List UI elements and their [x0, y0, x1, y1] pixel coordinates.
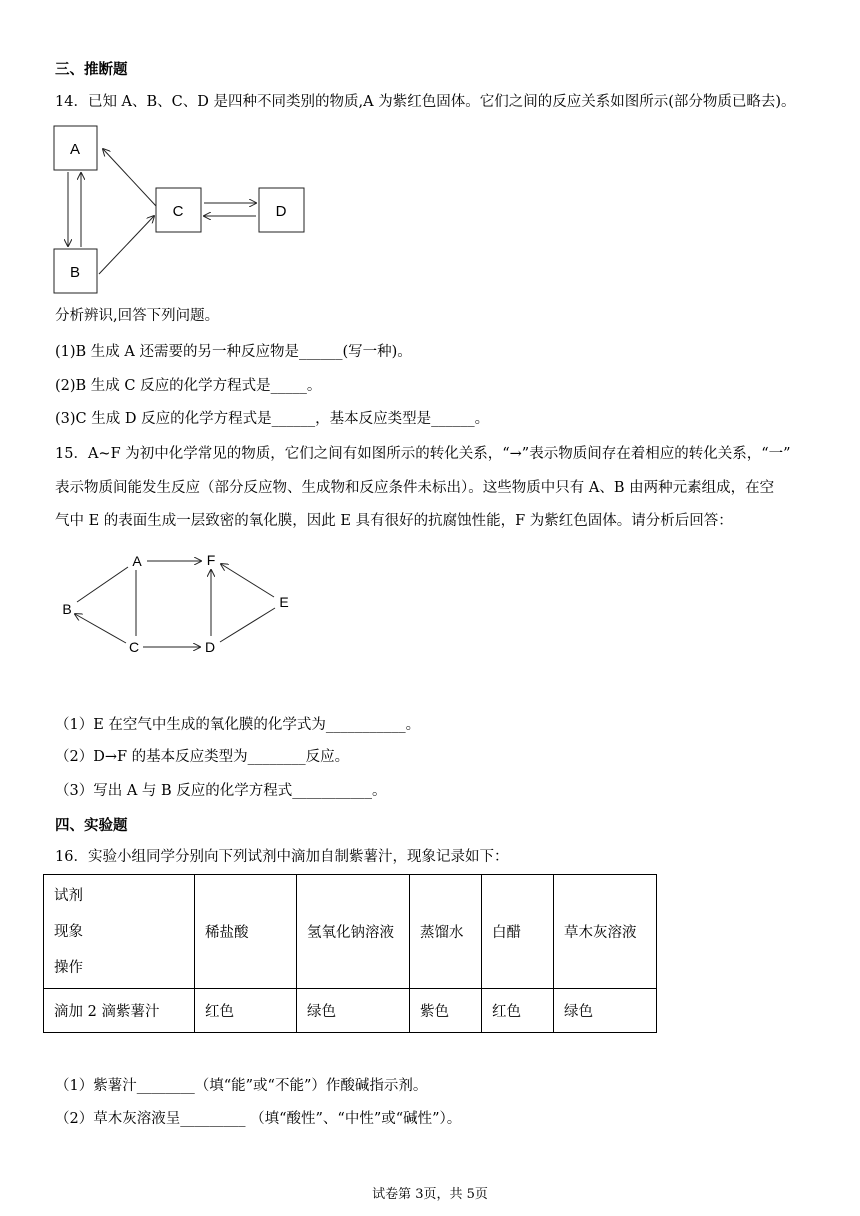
arrow-e-to-f	[221, 564, 274, 597]
row-label: 滴加 2 滴紫薯汁	[44, 989, 195, 1033]
q14-sub3: (3)C 生成 D 反应的化学方程式是______，基本反应类型是______。	[55, 411, 490, 427]
q16-results-table	[43, 874, 657, 1033]
reagent-header: 稀盐酸	[195, 875, 297, 989]
q16-sub2: （2）草木灰溶液呈_________ （填“酸性”、“中性”或“碱性”）。	[55, 1111, 462, 1127]
label-b: B	[69, 264, 81, 281]
label-e: E	[279, 594, 289, 610]
table-row	[44, 989, 657, 1033]
q15-sub2: （2）D→F 的基本反应类型为________反应。	[55, 749, 350, 765]
label-c: C	[172, 203, 184, 220]
q15-sub3: （3）写出 A 与 B 反应的化学方程式___________。	[55, 783, 387, 799]
q16-stem: 16．实验小组同学分别向下列试剂中滴加自制紫薯汁，现象记录如下：	[55, 849, 509, 865]
q15-stem-line2: 表示物质间能发生反应（部分反应物、生成物和反应条件未标出）。这些物质中只有 A、B 由两种元素组成，在空	[55, 480, 775, 496]
reagent-header: 草木灰溶液	[554, 875, 657, 989]
line-a-b	[77, 567, 128, 602]
line-e-d	[220, 608, 275, 642]
q14-reaction-diagram	[50, 122, 310, 297]
arrow-c-to-b	[75, 614, 126, 643]
label-f: F	[206, 552, 216, 568]
q15-conversion-diagram	[55, 548, 305, 663]
q15-stem-line1: 15．A~F 为初中化学常见的物质，它们之间有如图所示的转化关系，“→”表示物质间存在着相应的转化关系，“一”	[55, 446, 791, 462]
reagent-header: 氢氧化钠溶液	[297, 875, 410, 989]
label-d: D	[204, 639, 216, 655]
reagent-header: 蒸馏水	[410, 875, 482, 989]
corner-reagent: 试剂	[54, 887, 83, 904]
q16-sub1: （1）紫薯汁________（填“能”或“不能”）作酸碱指示剂。	[55, 1078, 428, 1094]
corner-phenomenon: 现象	[54, 923, 83, 940]
label-a: A	[132, 553, 142, 569]
section-title-experiment: 四、实验题	[55, 818, 128, 834]
q14-instruction: 分析辨识,回答下列问题。	[55, 308, 220, 324]
arrow-b-to-c	[99, 216, 154, 274]
label-d: D	[275, 203, 287, 220]
result-cell: 绿色	[297, 989, 410, 1033]
label-a: A	[69, 141, 81, 158]
table-header-row	[44, 875, 657, 989]
q14-sub1: (1)B 生成 A 还需要的另一种反应物是______(写一种)。	[55, 344, 412, 360]
page-footer: 试卷第 3页，共 5页	[372, 1187, 488, 1202]
table-corner-cell	[44, 875, 195, 989]
arrow-c-to-a	[103, 149, 156, 206]
corner-operation: 操作	[54, 959, 83, 976]
q15-sub1: （1）E 在空气中生成的氧化膜的化学式为___________。	[55, 717, 421, 733]
reagent-header: 白醋	[482, 875, 554, 989]
result-cell: 红色	[482, 989, 554, 1033]
label-c: C	[128, 639, 140, 655]
result-cell: 绿色	[554, 989, 657, 1033]
q14-stem: 14．已知 A、B、C、D 是四种不同类别的物质,A 为紫红色固体。它们之间的反应关系如图所示(部分物质已略去)。	[55, 94, 796, 110]
section-title-inference: 三、推断题	[55, 62, 128, 78]
q15-stem-line3: 气中 E 的表面生成一层致密的氧化膜，因此 E 具有很好的抗腐蚀性能，F 为紫红色固体。请分析后回答：	[55, 513, 733, 529]
result-cell: 紫色	[410, 989, 482, 1033]
q14-sub2: (2)B 生成 C 反应的化学方程式是_____。	[55, 378, 322, 394]
label-b: B	[62, 601, 72, 617]
result-cell: 红色	[195, 989, 297, 1033]
